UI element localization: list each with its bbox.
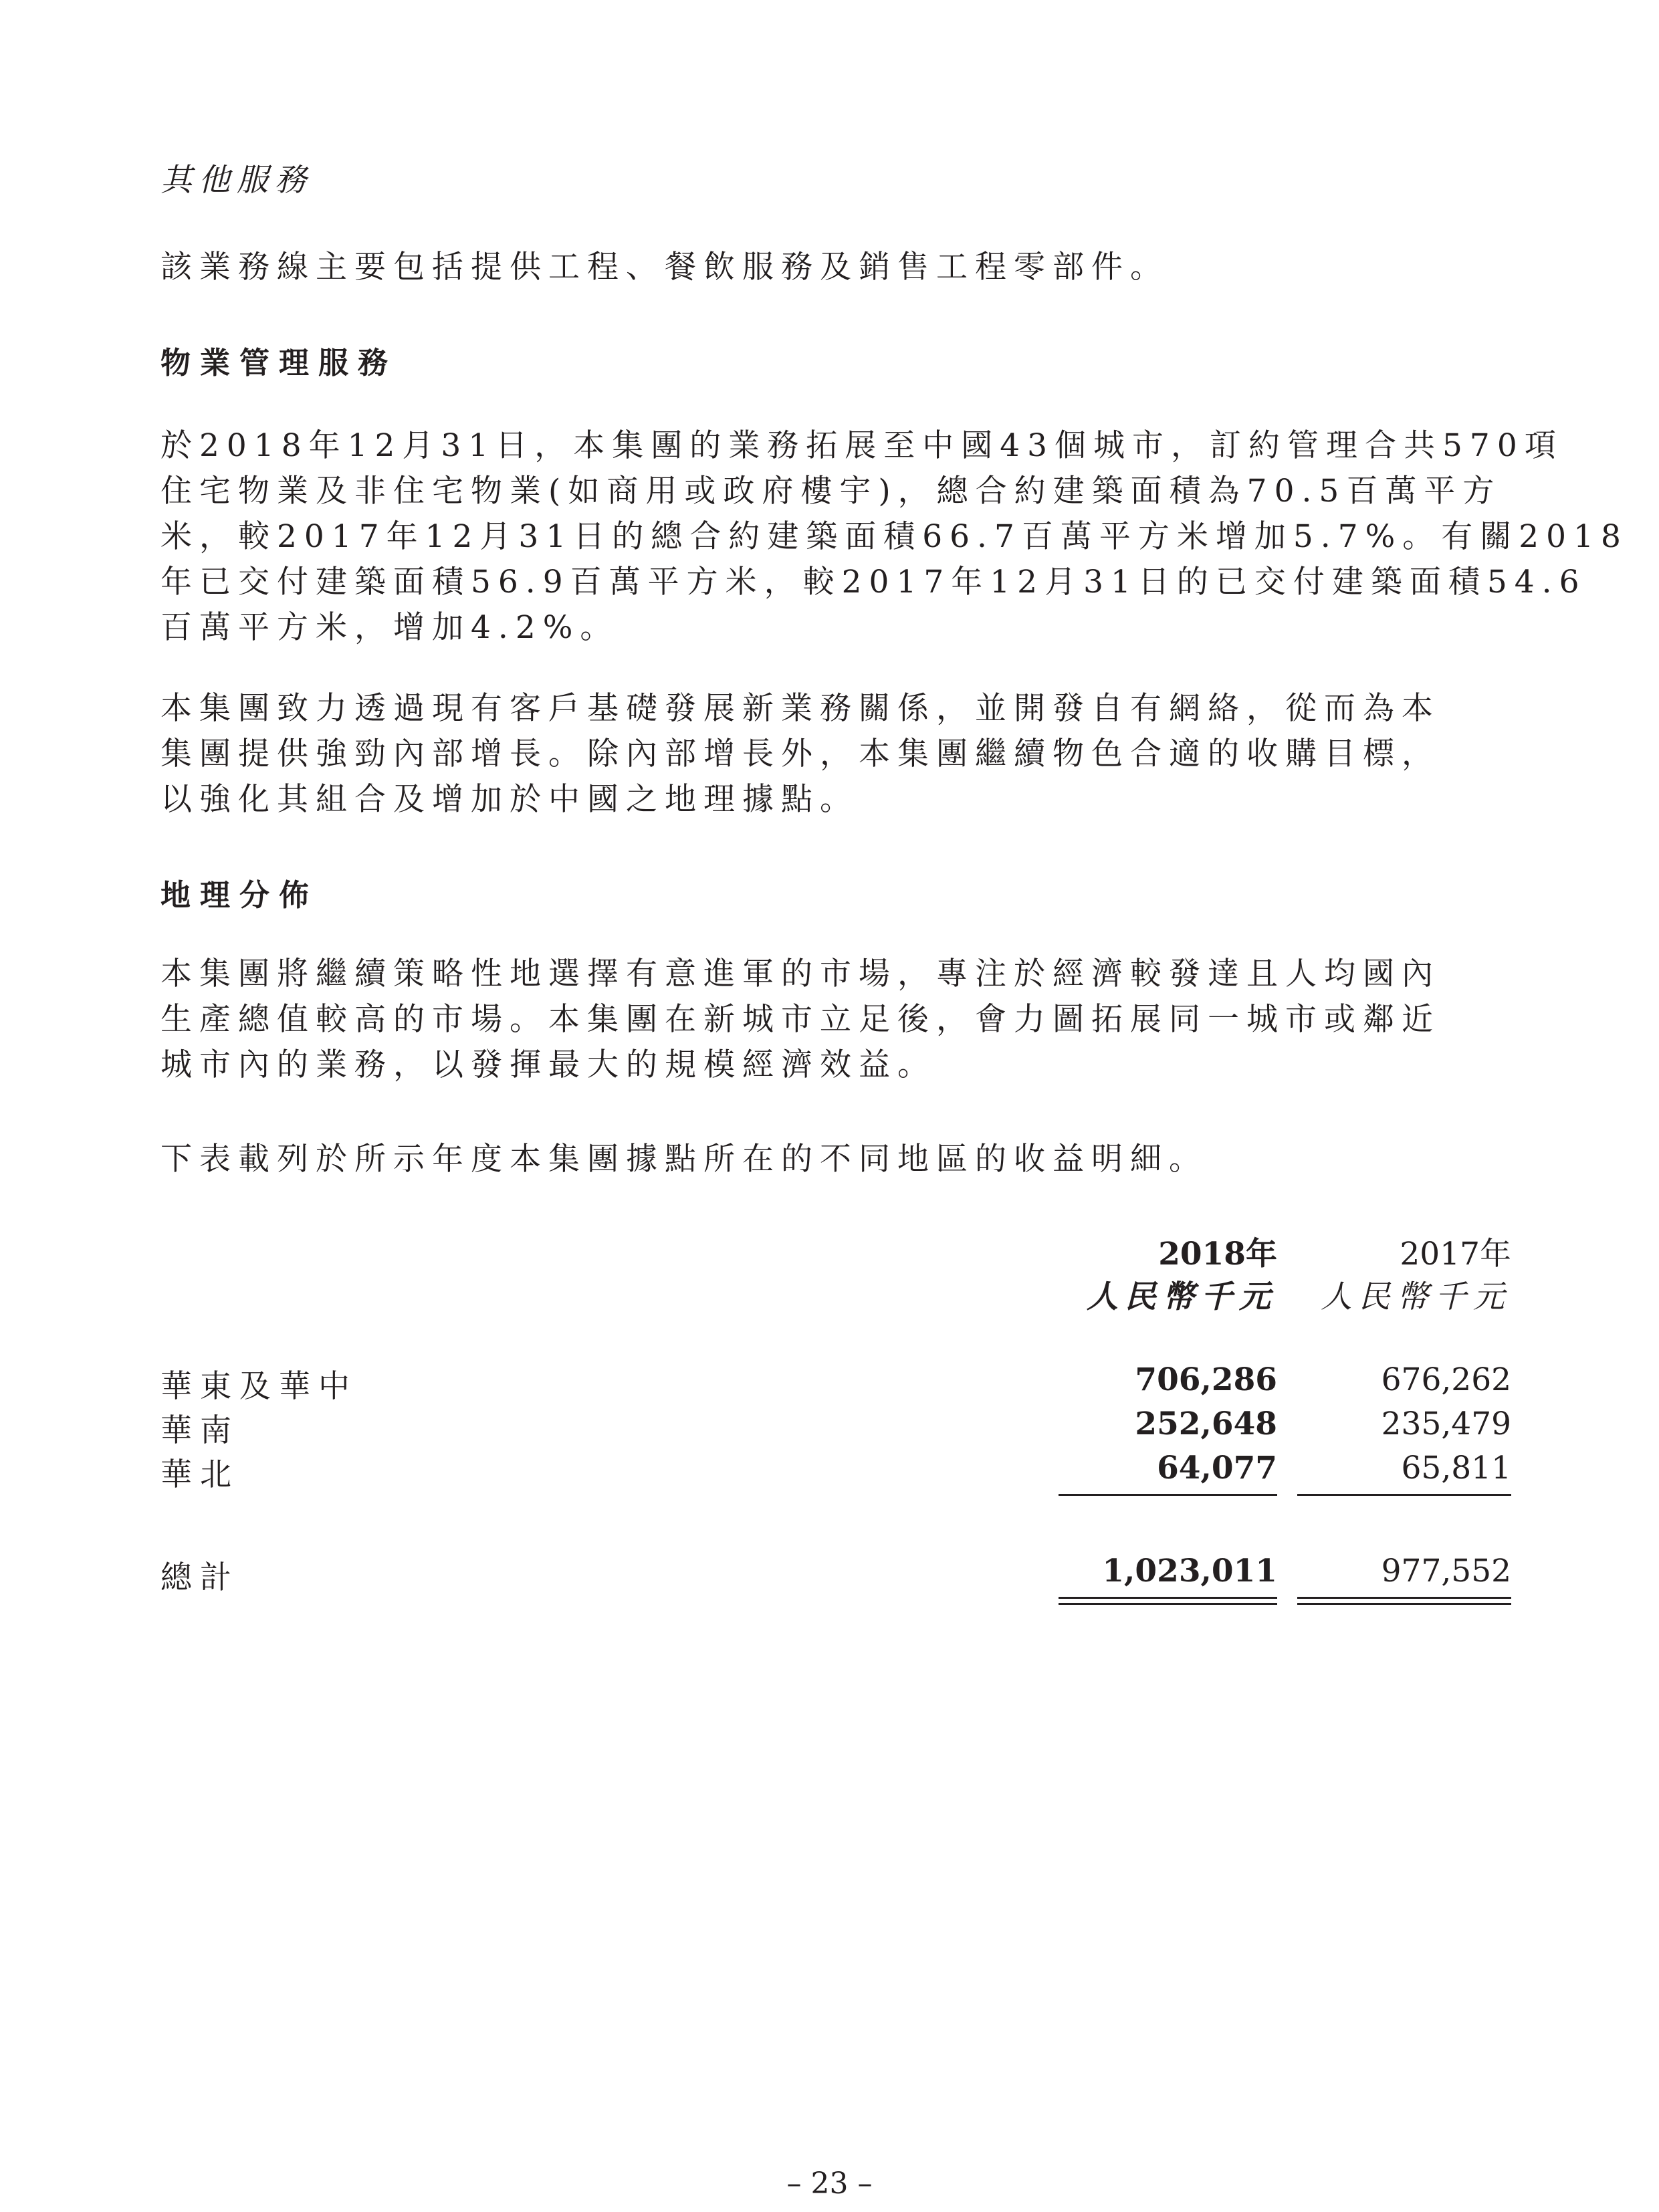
col-header-2018: 2018年 xyxy=(1158,1236,1277,1273)
geographic-heading: 地理分佈 xyxy=(160,877,319,913)
paragraph-line: 住宅物業及非住宅物業(如商用或政府樓宇)，總合約建築面積為70.5百萬平方 xyxy=(160,473,1502,510)
row-value-2017: 676,262 xyxy=(1381,1361,1511,1398)
row-label-east-central: 華東及華中 xyxy=(160,1368,358,1405)
row-label-south: 華南 xyxy=(160,1412,239,1449)
row-label-north: 華北 xyxy=(160,1456,239,1493)
paragraph-line: 城市內的業務，以發揮最大的規模經濟效益。 xyxy=(160,1046,936,1083)
total-double-rule-2018-bottom xyxy=(1059,1603,1277,1605)
geographic-paragraph-1 xyxy=(160,952,1511,1088)
paragraph-line: 集團提供強勁內部增長。除內部增長外，本集團繼續物色合適的收購目標， xyxy=(160,736,1440,772)
total-value-2017: 977,552 xyxy=(1381,1553,1511,1589)
row-value-2018: 252,648 xyxy=(1135,1406,1277,1442)
total-double-rule-2018-top xyxy=(1059,1597,1277,1599)
paragraph-line: 米，較2017年12月31日的總合約建築面積66.7百萬平方米增加5.7%。有關2018 xyxy=(160,518,1628,555)
paragraph-line: 於2018年12月31日，本集團的業務拓展至中國43個城市，訂約管理合共570項 xyxy=(160,427,1563,464)
row-value-2018: 706,286 xyxy=(1135,1361,1277,1398)
paragraph-line: 本集團將繼續策略性地選擇有意進軍的市場，專注於經濟較發達且人均國內 xyxy=(160,956,1440,992)
paragraph-line: 以強化其組合及增加於中國之地理據點。 xyxy=(160,781,859,818)
other-services-heading: 其他服務 xyxy=(160,162,313,199)
property-management-heading: 物業管理服務 xyxy=(160,345,398,380)
row-value-2017: 235,479 xyxy=(1381,1406,1511,1442)
paragraph-line: 生產總值較高的市場。本集團在新城市立足後，會力圖拓展同一城市或鄰近 xyxy=(160,1001,1440,1038)
col-header-2017: 2017年 xyxy=(1400,1236,1511,1273)
total-value-2018: 1,023,011 xyxy=(1102,1553,1277,1589)
total-double-rule-2017-top xyxy=(1297,1597,1511,1599)
paragraph-line: 本集團致力透過現有客戶基礎發展新業務關係，並開發自有網絡，從而為本 xyxy=(160,690,1440,727)
col-unit-2017: 人民幣千元 xyxy=(1321,1279,1511,1315)
total-label: 總計 xyxy=(160,1559,239,1596)
paragraph-line: 百萬平方米，增加4.2%。 xyxy=(160,609,619,646)
subtotal-rule-2017 xyxy=(1297,1494,1511,1496)
row-value-2017: 65,811 xyxy=(1401,1450,1511,1486)
property-management-paragraph-1 xyxy=(160,423,1628,651)
other-services-body: 該業務線主要包括提供工程、餐飲服務及銷售工程零部件。 xyxy=(160,249,1169,286)
paragraph-line: 年已交付建築面積56.9百萬平方米，較2017年12月31日的已交付建築面積54.6 xyxy=(160,564,1587,600)
property-management-paragraph-2 xyxy=(160,686,1511,822)
page-number: – 23 – xyxy=(786,2167,873,2201)
col-unit-2018: 人民幣千元 xyxy=(1087,1279,1277,1315)
subtotal-rule-2018 xyxy=(1059,1494,1277,1496)
row-value-2018: 64,077 xyxy=(1157,1450,1277,1486)
total-double-rule-2017-bottom xyxy=(1297,1603,1511,1605)
geographic-paragraph-2: 下表載列於所示年度本集團據點所在的不同地區的收益明細。 xyxy=(160,1141,1208,1178)
